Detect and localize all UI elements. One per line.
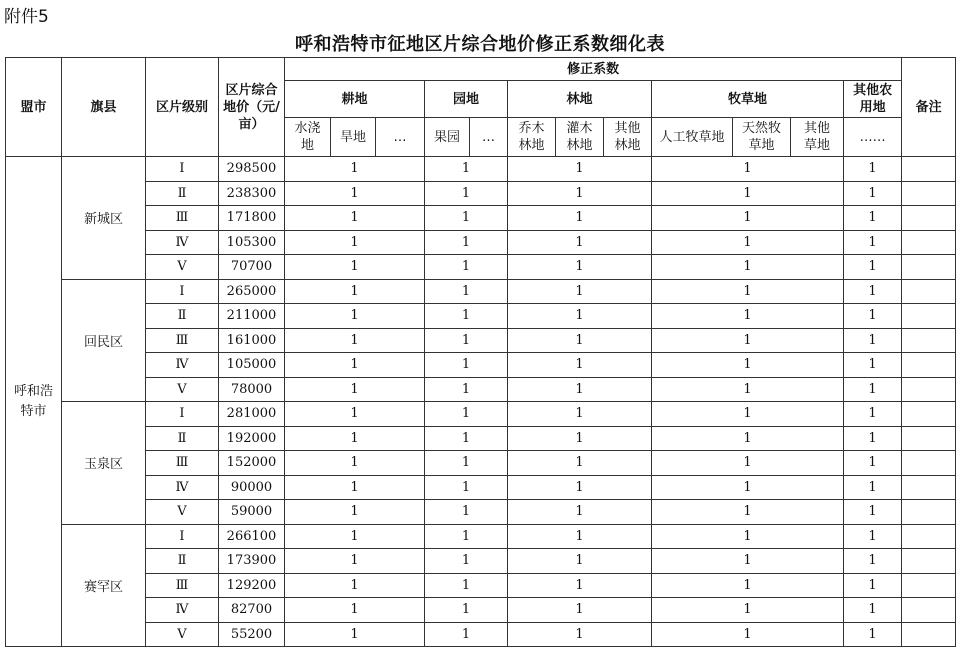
garden-coef-cell: 1 [425,549,508,574]
zone-level-cell: Ⅰ [146,279,219,304]
arable-coef-cell: 1 [285,598,425,623]
price-cell: 211000 [219,304,285,329]
forest-coef-cell: 1 [508,524,652,549]
remarks-cell [902,377,956,402]
zone-level-cell: Ⅴ [146,377,219,402]
garden-coef-cell: 1 [425,500,508,525]
forest-coef-cell: 1 [508,622,652,647]
header-zone-level: 区片级别 [146,58,219,157]
pasture-coef-cell: 1 [652,353,844,378]
price-cell: 266100 [219,524,285,549]
price-cell: 161000 [219,328,285,353]
header-banner-county: 旗县 [62,58,146,157]
district-cell: 赛罕区 [62,524,146,647]
pasture-coef-cell: 1 [652,157,844,182]
table-row [6,451,956,476]
price-cell: 298500 [219,157,285,182]
remarks-cell [902,353,956,378]
table-row [6,206,956,231]
other-agri-coef-cell: 1 [844,475,902,500]
pasture-coef-cell: 1 [652,230,844,255]
table-row [6,598,956,623]
garden-coef-cell: 1 [425,255,508,280]
garden-coef-cell: 1 [425,181,508,206]
arable-coef-cell: 1 [285,279,425,304]
other-agri-coef-cell: 1 [844,573,902,598]
header-arable-more: … [376,118,425,157]
arable-coef-cell: 1 [285,402,425,427]
other-agri-coef-cell: 1 [844,304,902,329]
price-cell: 238300 [219,181,285,206]
remarks-cell [902,573,956,598]
arable-coef-cell: 1 [285,475,425,500]
arable-coef-cell: 1 [285,328,425,353]
price-cell: 105000 [219,353,285,378]
price-cell: 265000 [219,279,285,304]
other-agri-coef-cell: 1 [844,524,902,549]
remarks-cell [902,181,956,206]
forest-coef-cell: 1 [508,328,652,353]
other-agri-coef-cell: 1 [844,279,902,304]
garden-coef-cell: 1 [425,622,508,647]
header-correction-coefficient: 修正系数 [285,58,902,81]
price-cell: 152000 [219,451,285,476]
table-row [6,279,956,304]
remarks-cell [902,451,956,476]
arable-coef-cell: 1 [285,181,425,206]
price-cell: 55200 [219,622,285,647]
other-agri-coef-cell: 1 [844,377,902,402]
header-price: 区片综合地价（元/亩） [219,58,285,157]
header-group-garden: 园地 [425,81,508,118]
pasture-coef-cell: 1 [652,549,844,574]
garden-coef-cell: 1 [425,279,508,304]
remarks-cell [902,598,956,623]
zone-level-cell: Ⅰ [146,402,219,427]
zone-level-cell: Ⅲ [146,206,219,231]
forest-coef-cell: 1 [508,451,652,476]
header-orchard: 果园 [425,118,470,157]
price-cell: 82700 [219,598,285,623]
price-cell: 105300 [219,230,285,255]
arable-coef-cell: 1 [285,622,425,647]
zone-level-cell: Ⅲ [146,451,219,476]
garden-coef-cell: 1 [425,377,508,402]
document-title: 呼和浩特市征地区片综合地价修正系数细化表 [295,34,665,55]
price-cell: 173900 [219,549,285,574]
zone-level-cell: Ⅱ [146,304,219,329]
pasture-coef-cell: 1 [652,279,844,304]
zone-level-cell: Ⅴ [146,622,219,647]
arable-coef-cell: 1 [285,353,425,378]
arable-coef-cell: 1 [285,157,425,182]
zone-level-cell: Ⅰ [146,524,219,549]
district-cell: 玉泉区 [62,402,146,525]
header-other-pasture: 其他草地 [791,118,844,157]
forest-coef-cell: 1 [508,353,652,378]
header-arbor-forest: 乔木林地 [508,118,556,157]
remarks-cell [902,622,956,647]
table-row [6,230,956,255]
header-other-agri-more: …… [844,118,902,157]
price-cell: 78000 [219,377,285,402]
garden-coef-cell: 1 [425,524,508,549]
remarks-cell [902,426,956,451]
header-group-pasture: 牧草地 [652,81,844,118]
header-artificial-pasture: 人工牧草地 [652,118,733,157]
other-agri-coef-cell: 1 [844,181,902,206]
remarks-cell [902,549,956,574]
table-row [6,402,956,427]
remarks-cell [902,304,956,329]
zone-level-cell: Ⅳ [146,598,219,623]
pasture-coef-cell: 1 [652,475,844,500]
garden-coef-cell: 1 [425,475,508,500]
remarks-cell [902,328,956,353]
zone-level-cell: Ⅱ [146,549,219,574]
zone-level-cell: Ⅲ [146,573,219,598]
forest-coef-cell: 1 [508,402,652,427]
zone-level-cell: Ⅱ [146,426,219,451]
other-agri-coef-cell: 1 [844,157,902,182]
arable-coef-cell: 1 [285,500,425,525]
remarks-cell [902,157,956,182]
garden-coef-cell: 1 [425,328,508,353]
zone-level-cell: Ⅱ [146,181,219,206]
forest-coef-cell: 1 [508,573,652,598]
header-irrigated: 水浇地 [285,118,331,157]
arable-coef-cell: 1 [285,304,425,329]
garden-coef-cell: 1 [425,157,508,182]
pasture-coef-cell: 1 [652,328,844,353]
other-agri-coef-cell: 1 [844,328,902,353]
other-agri-coef-cell: 1 [844,402,902,427]
garden-coef-cell: 1 [425,230,508,255]
header-remarks: 备注 [902,58,956,157]
header-league-city: 盟市 [6,58,62,157]
garden-coef-cell: 1 [425,598,508,623]
pasture-coef-cell: 1 [652,255,844,280]
table-row [6,328,956,353]
table-row [6,181,956,206]
header-group-other-agri: 其他农用地 [844,81,902,118]
zone-level-cell: Ⅴ [146,500,219,525]
garden-coef-cell: 1 [425,426,508,451]
price-cell: 59000 [219,500,285,525]
garden-coef-cell: 1 [425,573,508,598]
header-natural-pasture: 天然牧草地 [733,118,791,157]
garden-coef-cell: 1 [425,304,508,329]
pasture-coef-cell: 1 [652,598,844,623]
arable-coef-cell: 1 [285,255,425,280]
pasture-coef-cell: 1 [652,622,844,647]
forest-coef-cell: 1 [508,181,652,206]
garden-coef-cell: 1 [425,353,508,378]
price-cell: 281000 [219,402,285,427]
table-row [6,255,956,280]
header-group-forest: 林地 [508,81,652,118]
table-row [6,475,956,500]
zone-level-cell: Ⅳ [146,353,219,378]
district-cell: 新城区 [62,157,146,280]
arable-coef-cell: 1 [285,206,425,231]
forest-coef-cell: 1 [508,279,652,304]
forest-coef-cell: 1 [508,549,652,574]
zone-level-cell: Ⅳ [146,230,219,255]
table-row [6,549,956,574]
remarks-cell [902,255,956,280]
other-agri-coef-cell: 1 [844,255,902,280]
forest-coef-cell: 1 [508,255,652,280]
other-agri-coef-cell: 1 [844,230,902,255]
pasture-coef-cell: 1 [652,206,844,231]
garden-coef-cell: 1 [425,451,508,476]
forest-coef-cell: 1 [508,475,652,500]
arable-coef-cell: 1 [285,426,425,451]
header-garden-more: … [470,118,508,157]
remarks-cell [902,402,956,427]
header-shrub-forest: 灌木林地 [556,118,604,157]
table-row [6,353,956,378]
table-row [6,573,956,598]
other-agri-coef-cell: 1 [844,500,902,525]
zone-level-cell: Ⅰ [146,157,219,182]
remarks-cell [902,475,956,500]
pasture-coef-cell: 1 [652,451,844,476]
other-agri-coef-cell: 1 [844,622,902,647]
table-row [6,622,956,647]
remarks-cell [902,230,956,255]
table-row [6,304,956,329]
header-other-forest: 其他林地 [604,118,652,157]
price-cell: 171800 [219,206,285,231]
header-group-arable: 耕地 [285,81,425,118]
attachment-label: 附件5 [4,7,49,27]
coefficient-table [5,57,956,647]
pasture-coef-cell: 1 [652,402,844,427]
table-body [6,157,956,647]
pasture-coef-cell: 1 [652,524,844,549]
other-agri-coef-cell: 1 [844,598,902,623]
remarks-cell [902,500,956,525]
garden-coef-cell: 1 [425,206,508,231]
table-row [6,426,956,451]
forest-coef-cell: 1 [508,426,652,451]
city-cell: 呼和浩特市 [6,157,62,647]
arable-coef-cell: 1 [285,549,425,574]
table-row [6,377,956,402]
other-agri-coef-cell: 1 [844,206,902,231]
pasture-coef-cell: 1 [652,181,844,206]
pasture-coef-cell: 1 [652,377,844,402]
price-cell: 70700 [219,255,285,280]
pasture-coef-cell: 1 [652,426,844,451]
price-cell: 129200 [219,573,285,598]
pasture-coef-cell: 1 [652,573,844,598]
pasture-coef-cell: 1 [652,304,844,329]
pasture-coef-cell: 1 [652,500,844,525]
other-agri-coef-cell: 1 [844,353,902,378]
header-dry: 旱地 [331,118,376,157]
district-cell: 回民区 [62,279,146,402]
arable-coef-cell: 1 [285,524,425,549]
arable-coef-cell: 1 [285,451,425,476]
garden-coef-cell: 1 [425,402,508,427]
zone-level-cell: Ⅳ [146,475,219,500]
forest-coef-cell: 1 [508,500,652,525]
arable-coef-cell: 1 [285,230,425,255]
forest-coef-cell: 1 [508,206,652,231]
remarks-cell [902,524,956,549]
remarks-cell [902,279,956,304]
arable-coef-cell: 1 [285,573,425,598]
other-agri-coef-cell: 1 [844,549,902,574]
forest-coef-cell: 1 [508,157,652,182]
forest-coef-cell: 1 [508,230,652,255]
forest-coef-cell: 1 [508,598,652,623]
other-agri-coef-cell: 1 [844,451,902,476]
price-cell: 192000 [219,426,285,451]
forest-coef-cell: 1 [508,377,652,402]
other-agri-coef-cell: 1 [844,426,902,451]
table-row [6,524,956,549]
table-row [6,500,956,525]
price-cell: 90000 [219,475,285,500]
arable-coef-cell: 1 [285,377,425,402]
remarks-cell [902,206,956,231]
table-row [6,157,956,182]
forest-coef-cell: 1 [508,304,652,329]
zone-level-cell: Ⅴ [146,255,219,280]
zone-level-cell: Ⅲ [146,328,219,353]
